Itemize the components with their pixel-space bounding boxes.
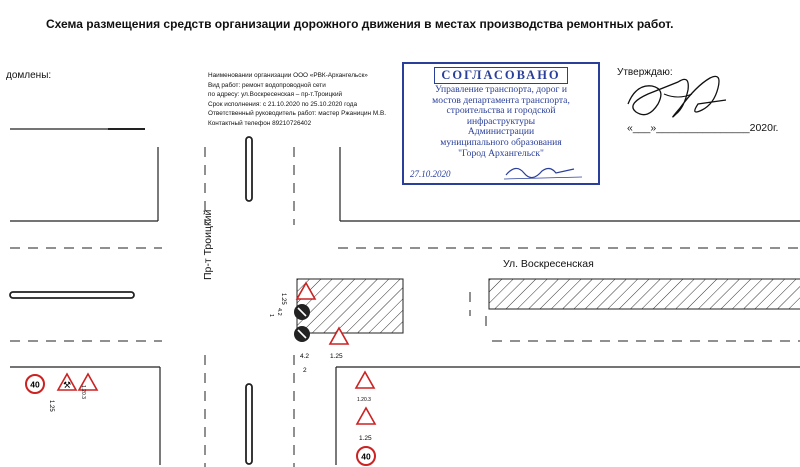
stamp-title: СОГЛАСОВАНО [434, 67, 567, 84]
sign-label: 1.20.3 [80, 385, 86, 399]
stamp-line: мостов департамента транспорта, [432, 94, 570, 106]
speed-limit-sign-left [26, 375, 44, 393]
median-strip [10, 292, 134, 298]
sign-label: 1 [268, 314, 274, 318]
sign-label: 1.20.3 [357, 397, 371, 403]
roadwork-sign-bottom [357, 408, 375, 424]
stamp-line: Управление транспорта, дорог и [435, 84, 567, 95]
org-info-line: Срок исполнения: с 21.10.2020 по 25.10.2020 года [208, 100, 358, 108]
sign-label: 4.2 [300, 353, 310, 360]
work-zone [489, 279, 800, 309]
median-strip [246, 384, 252, 464]
org-info-line: Вид работ: ремонт водопроводной сети [208, 81, 326, 89]
roadwork-sign-left [58, 374, 76, 390]
stamp-line: строительства и городской [446, 105, 556, 117]
sign-label: 4.2 [276, 308, 282, 316]
sign-label: 1.25 [280, 293, 286, 305]
street-name-troitsky: Пр-т Троицкий [202, 209, 214, 280]
speed-limit-value: 40 [361, 451, 371, 462]
org-info-line: Контактный телефон 89210726402 [208, 119, 312, 127]
sign-label: 1.25 [48, 400, 54, 412]
keep-right-sign-2 [294, 326, 310, 342]
sign-label: 1.25 [330, 353, 343, 360]
stamp-line: Администрации [467, 126, 535, 138]
stamp-line: муниципального образования [440, 136, 562, 148]
org-info-line: по адресу: ул.Воскресенская – пр-т.Троицкий [208, 91, 343, 99]
stamp-line: инфраструктуры [466, 115, 536, 127]
agreed-label: домлены: [6, 70, 52, 81]
street-name-voskresenskaya: Ул. Воскресенская [503, 258, 594, 270]
sign-label: 2 [303, 367, 307, 374]
stamp-date: 27.10.2020 [410, 169, 451, 179]
work-zone [297, 279, 403, 333]
org-info-line: Наименовании организации ООО «РВК-Архангельск» [208, 72, 368, 79]
keep-right-sign-1 [294, 304, 310, 320]
road-narrows-sign-right [356, 372, 374, 388]
org-info-line: Ответственный руководитель работ: мастер Ржаницин М.В. [208, 110, 386, 118]
page-title: Схема размещения средств организации дорожного движения в местах производства ремонтных работ. [46, 17, 674, 31]
approve-date-line: «___»________________2020г. [627, 122, 779, 134]
approve-label: Утверждаю: [617, 67, 673, 78]
speed-limit-sign-right [357, 447, 375, 465]
stamp-line: "Город Архангельск" [458, 147, 544, 159]
median-strip [246, 137, 252, 201]
sign-label: 1.25 [359, 435, 372, 442]
speed-limit-value: 40 [30, 379, 40, 390]
svg-text:⚒: ⚒ [62, 380, 72, 390]
